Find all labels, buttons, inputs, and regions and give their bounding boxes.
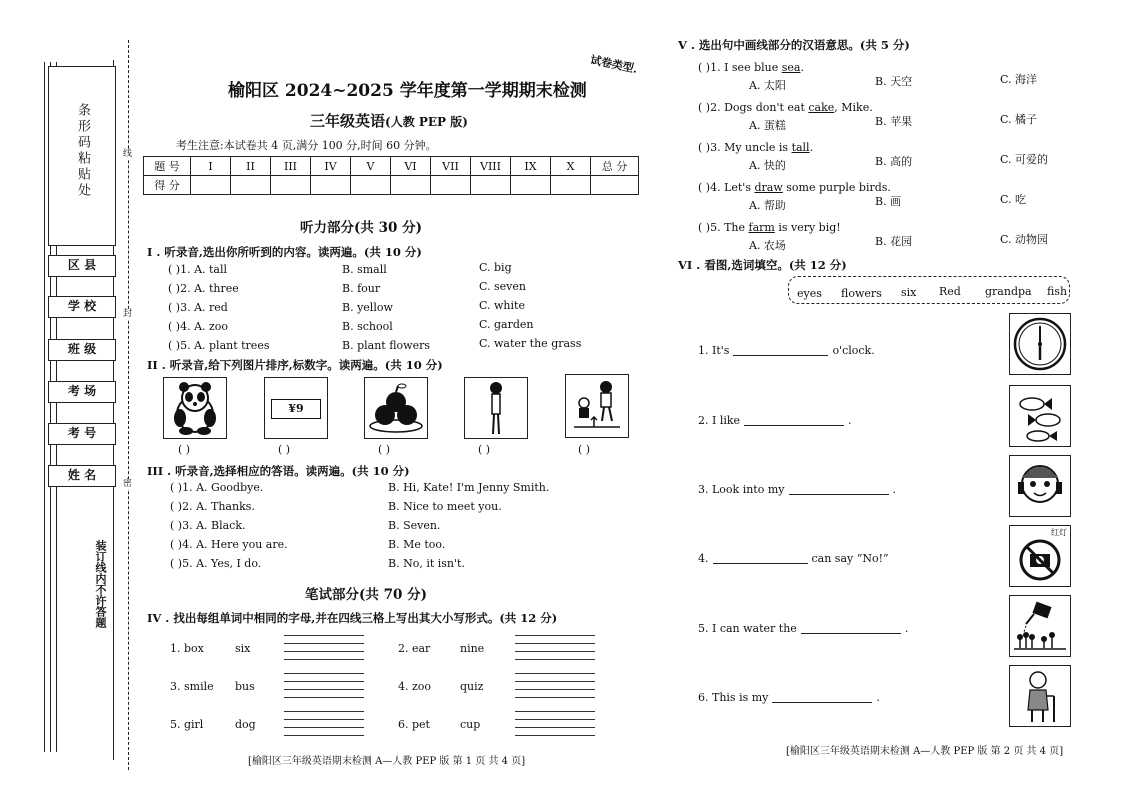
word-item: 4. zoo [398, 680, 432, 693]
meaning-option-c: C. 橘子 [1000, 113, 1038, 126]
choice-question[interactable]: ( )3. A. red [168, 301, 228, 314]
word-item: quiz [460, 680, 484, 693]
apples-picture [364, 377, 428, 439]
fill-sentence [698, 345, 875, 356]
fill-sentence [698, 415, 852, 426]
dash-mark-line: 线 [123, 149, 133, 159]
answer-blank[interactable] [772, 702, 872, 703]
field-exam-number: 考 号 [48, 423, 116, 445]
word-six: six [901, 286, 917, 299]
exam-notice: 考生注意:本试卷共 4 页,满分 100 分,时间 60 分钟。 [176, 139, 437, 152]
price-picture [264, 377, 328, 439]
sentence-start: 4. [698, 552, 709, 565]
dash-mark-close: 密 [123, 479, 133, 489]
score-col-7: VII [431, 157, 471, 176]
score-cell[interactable] [351, 176, 391, 195]
choice-question[interactable]: ( )1. A. tall [168, 263, 228, 276]
girl-picture [464, 377, 528, 439]
word-item: dog [235, 718, 256, 731]
score-cell[interactable] [431, 176, 471, 195]
meaning-question[interactable] [698, 142, 813, 153]
grandpa-picture [1009, 665, 1071, 727]
four-line-grid[interactable] [284, 711, 364, 737]
planting-picture [565, 374, 629, 438]
sentence-end: . [876, 691, 880, 704]
underlined-word: draw [754, 181, 783, 194]
meaning-option-c: C. 可爱的 [1000, 153, 1049, 166]
score-cell[interactable] [391, 176, 431, 195]
choice-option-b: B. four [342, 282, 381, 295]
score-total-head: 总 分 [591, 157, 639, 176]
grandpa-icon [1010, 666, 1070, 726]
meaning-question[interactable] [698, 222, 841, 233]
choice-option-b: B. school [342, 320, 393, 333]
word-eyes: eyes [797, 287, 822, 300]
sentence-end: o'clock. [832, 344, 875, 357]
choice-option-c: C. big [479, 261, 512, 274]
sentence-start: 1. It's [698, 344, 730, 357]
word-red: Red [939, 285, 961, 298]
subtitle-edition: (人教 PEP 版) [385, 115, 468, 129]
choice-option-c: C. white [479, 299, 525, 312]
response-option-b: B. No, it isn't. [388, 557, 465, 570]
kids-planting-icon [566, 375, 628, 437]
fill-sentence [698, 692, 880, 703]
underlined-word: tall [791, 141, 810, 154]
score-cell[interactable] [231, 176, 271, 195]
question-text: ( )5. The [698, 221, 749, 234]
meaning-option-a: A. 帮助 [749, 199, 786, 212]
score-col-9: IX [511, 157, 551, 176]
four-line-grid[interactable] [515, 711, 595, 737]
grandma-face-picture [1009, 455, 1071, 517]
question-text: ( )2. Dogs don't eat [698, 101, 809, 114]
four-line-grid[interactable] [515, 673, 595, 699]
score-cell[interactable] [271, 176, 311, 195]
word-flowers: flowers [841, 287, 882, 300]
score-total-cell[interactable] [591, 176, 639, 195]
section-1-title: I . 听录音,选出你所听到的内容。读两遍。(共 10 分) [147, 245, 422, 259]
dash-mark-seal: 封 [123, 309, 133, 319]
section-2-title: II . 听录音,给下列图片排序,标数字。读两遍。(共 10 分) [147, 358, 443, 372]
meaning-option-c: C. 海洋 [1000, 73, 1038, 86]
word-item: 1. box [170, 642, 204, 655]
four-line-grid[interactable] [284, 673, 364, 699]
question-text: ( )4. Let's [698, 181, 755, 194]
price-tag [271, 399, 321, 419]
watering-can-icon [1010, 596, 1070, 656]
word-bank [788, 276, 1070, 304]
clock-picture [1009, 313, 1071, 375]
order-bracket-3[interactable]: ( ) [378, 443, 391, 456]
choice-option-c: C. garden [479, 318, 534, 331]
answer-blank[interactable] [801, 633, 901, 634]
fill-sentence [698, 623, 908, 634]
word-grandpa: grandpa [985, 285, 1032, 298]
question-text-end: , Mike. [834, 101, 873, 114]
meaning-question[interactable] [698, 182, 891, 193]
word-item: 3. smile [170, 680, 214, 693]
face-eyes-icon [1010, 456, 1070, 516]
field-class: 班 级 [48, 339, 116, 361]
section-5-title: V . 选出句中画线部分的汉语意思。(共 5 分) [678, 38, 910, 52]
fill-sentence [698, 484, 896, 495]
choice-question[interactable]: ( )4. A. zoo [168, 320, 229, 333]
response-option-b: B. Seven. [388, 519, 441, 532]
score-col-2: II [231, 157, 271, 176]
four-line-grid[interactable] [284, 635, 364, 661]
field-name: 姓 名 [48, 465, 116, 487]
score-col-8: VIII [471, 157, 511, 176]
watering-picture [1009, 595, 1071, 657]
listening-heading: 听力部分(共 30 分) [300, 220, 422, 236]
tall-girl-icon [465, 378, 527, 438]
score-row-head: 题 号 [144, 157, 191, 176]
section-4-title: IV . 找出每组单词中相同的字母,并在四线三格上写出其大小写形式。(共 12 分) [147, 611, 558, 625]
meaning-option-a: A. 快的 [749, 159, 786, 172]
meaning-option-c: C. 动物园 [1000, 233, 1049, 246]
score-col-4: IV [311, 157, 351, 176]
answer-blank[interactable] [733, 355, 828, 356]
meaning-option-b: B. 天空 [875, 75, 913, 88]
score-cell[interactable] [511, 176, 551, 195]
score-row2-head: 得 分 [144, 176, 191, 195]
word-item: 2. ear [398, 642, 431, 655]
apples-icon [365, 378, 427, 438]
fish-icon [1010, 386, 1070, 446]
response-option-b: B. Nice to meet you. [388, 500, 502, 513]
question-text-end: . [800, 61, 804, 74]
fish-picture [1009, 385, 1071, 447]
section-6-title: VI . 看图,选词填空。(共 12 分) [678, 258, 847, 272]
question-text: ( )3. My uncle is [698, 141, 792, 154]
word-item: nine [460, 642, 485, 655]
sentence-end: . [904, 622, 909, 635]
meaning-question[interactable] [698, 62, 804, 73]
subtitle-subject: 三年级英语 [310, 112, 386, 130]
underlined-word: cake [808, 101, 835, 114]
panda-picture [163, 377, 227, 439]
sentence-start: 5. I can water the [698, 622, 797, 635]
order-bracket-2[interactable]: ( ) [278, 443, 291, 456]
choice-option-b: B. yellow [342, 301, 393, 314]
sentence-end: . [892, 483, 896, 496]
binding-note: 装订线内不许答题 [94, 540, 107, 628]
price-tag-text: ¥9 [288, 402, 304, 415]
response-question[interactable]: ( )4. A. Here you are. [170, 538, 288, 551]
response-question[interactable]: ( )2. A. Thanks. [170, 500, 255, 513]
score-col-5: V [351, 157, 391, 176]
score-col-1: I [191, 157, 231, 176]
score-cell[interactable] [471, 176, 511, 195]
answer-blank[interactable] [713, 563, 808, 564]
score-col-3: III [271, 157, 311, 176]
order-bracket-1[interactable]: ( ) [178, 443, 191, 456]
choice-option-b: B. plant flowers [342, 339, 430, 352]
meaning-option-a: A. 太阳 [749, 79, 786, 92]
choice-option-c: C. seven [479, 280, 526, 293]
response-option-b: B. Me too. [388, 538, 446, 551]
barcode-paste-box [48, 66, 116, 246]
question-text-end: some purple birds. [782, 181, 891, 194]
choice-question[interactable]: ( )5. A. plant trees [168, 339, 270, 352]
footer-right: [榆阳区三年级英语期末检测 A—人教 PEP 版 第 2 页 共 4 页] [786, 746, 1064, 757]
word-item: 5. girl [170, 718, 204, 731]
question-text: ( )1. I see blue [698, 61, 782, 74]
barcode-paste-label: 条形码粘贴处 [75, 103, 90, 199]
meaning-question[interactable] [698, 102, 873, 113]
word-item: six [235, 642, 251, 655]
section-3-title: III . 听录音,选择相应的答语。读两遍。(共 10 分) [147, 464, 410, 478]
question-text-end: . [809, 141, 814, 154]
word-item: 6. pet [398, 718, 430, 731]
meaning-option-b: B. 画 [875, 195, 902, 208]
underlined-word: farm [748, 221, 775, 234]
response-question[interactable]: ( )5. A. Yes, I do. [170, 557, 262, 570]
no-camera-picture [1009, 525, 1071, 587]
meaning-option-b: B. 苹果 [875, 115, 913, 128]
footer-left: [榆阳区三年级英语期末检测 A—人教 PEP 版 第 1 页 共 4 页] [248, 756, 526, 767]
order-bracket-4[interactable]: ( ) [478, 443, 491, 456]
meaning-option-a: A. 蛋糕 [749, 119, 786, 132]
score-table [143, 156, 639, 195]
question-text-end: is very big! [774, 221, 841, 234]
score-cell[interactable] [311, 176, 351, 195]
answer-blank[interactable] [744, 425, 844, 426]
score-col-10: X [551, 157, 591, 176]
sentence-start: 6. This is my [698, 691, 769, 704]
sentence-end: . [848, 414, 852, 427]
response-option-b: B. Hi, Kate! I'm Jenny Smith. [388, 481, 550, 494]
score-cell[interactable] [551, 176, 591, 195]
score-col-6: VI [391, 157, 431, 176]
meaning-option-c: C. 吃 [1000, 193, 1027, 206]
fill-sentence [698, 553, 889, 564]
response-question[interactable]: ( )1. A. Goodbye. [170, 481, 264, 494]
sentence-start: 2. I like [698, 414, 741, 427]
word-item: bus [235, 680, 255, 693]
order-bracket-5[interactable]: ( ) [578, 443, 591, 456]
field-exam-room: 考 场 [48, 381, 116, 403]
sentence-end: can say “No!” [811, 552, 889, 565]
exam-title: 榆阳区 2024~2025 学年度第一学期期末检测 [228, 81, 587, 101]
paper-type-stamp: 试卷类型. [589, 53, 639, 76]
choice-option-b: B. small [342, 263, 387, 276]
score-cell[interactable] [191, 176, 231, 195]
meaning-option-b: B. 花园 [875, 235, 913, 248]
field-district: 区 县 [48, 255, 116, 277]
response-question[interactable]: ( )3. A. Black. [170, 519, 246, 532]
meaning-option-a: A. 农场 [749, 239, 786, 252]
choice-question[interactable]: ( )2. A. three [168, 282, 239, 295]
clock-icon [1010, 314, 1070, 374]
word-item: cup [460, 718, 481, 731]
field-school: 学 校 [48, 296, 116, 318]
binding-strip [0, 0, 140, 793]
four-line-grid[interactable] [515, 635, 595, 661]
choice-option-c: C. water the grass [479, 337, 582, 350]
panda-icon [164, 378, 226, 438]
sign-label: 红灯 [1051, 528, 1067, 537]
writing-heading: 笔试部分(共 70 分) [305, 587, 427, 603]
underlined-word: sea [781, 61, 801, 74]
word-fish: fish [1047, 285, 1068, 298]
exam-subtitle [310, 110, 468, 131]
sentence-start: 3. Look into my [698, 483, 785, 496]
meaning-option-b: B. 高的 [875, 155, 913, 168]
answer-blank[interactable] [789, 494, 889, 495]
